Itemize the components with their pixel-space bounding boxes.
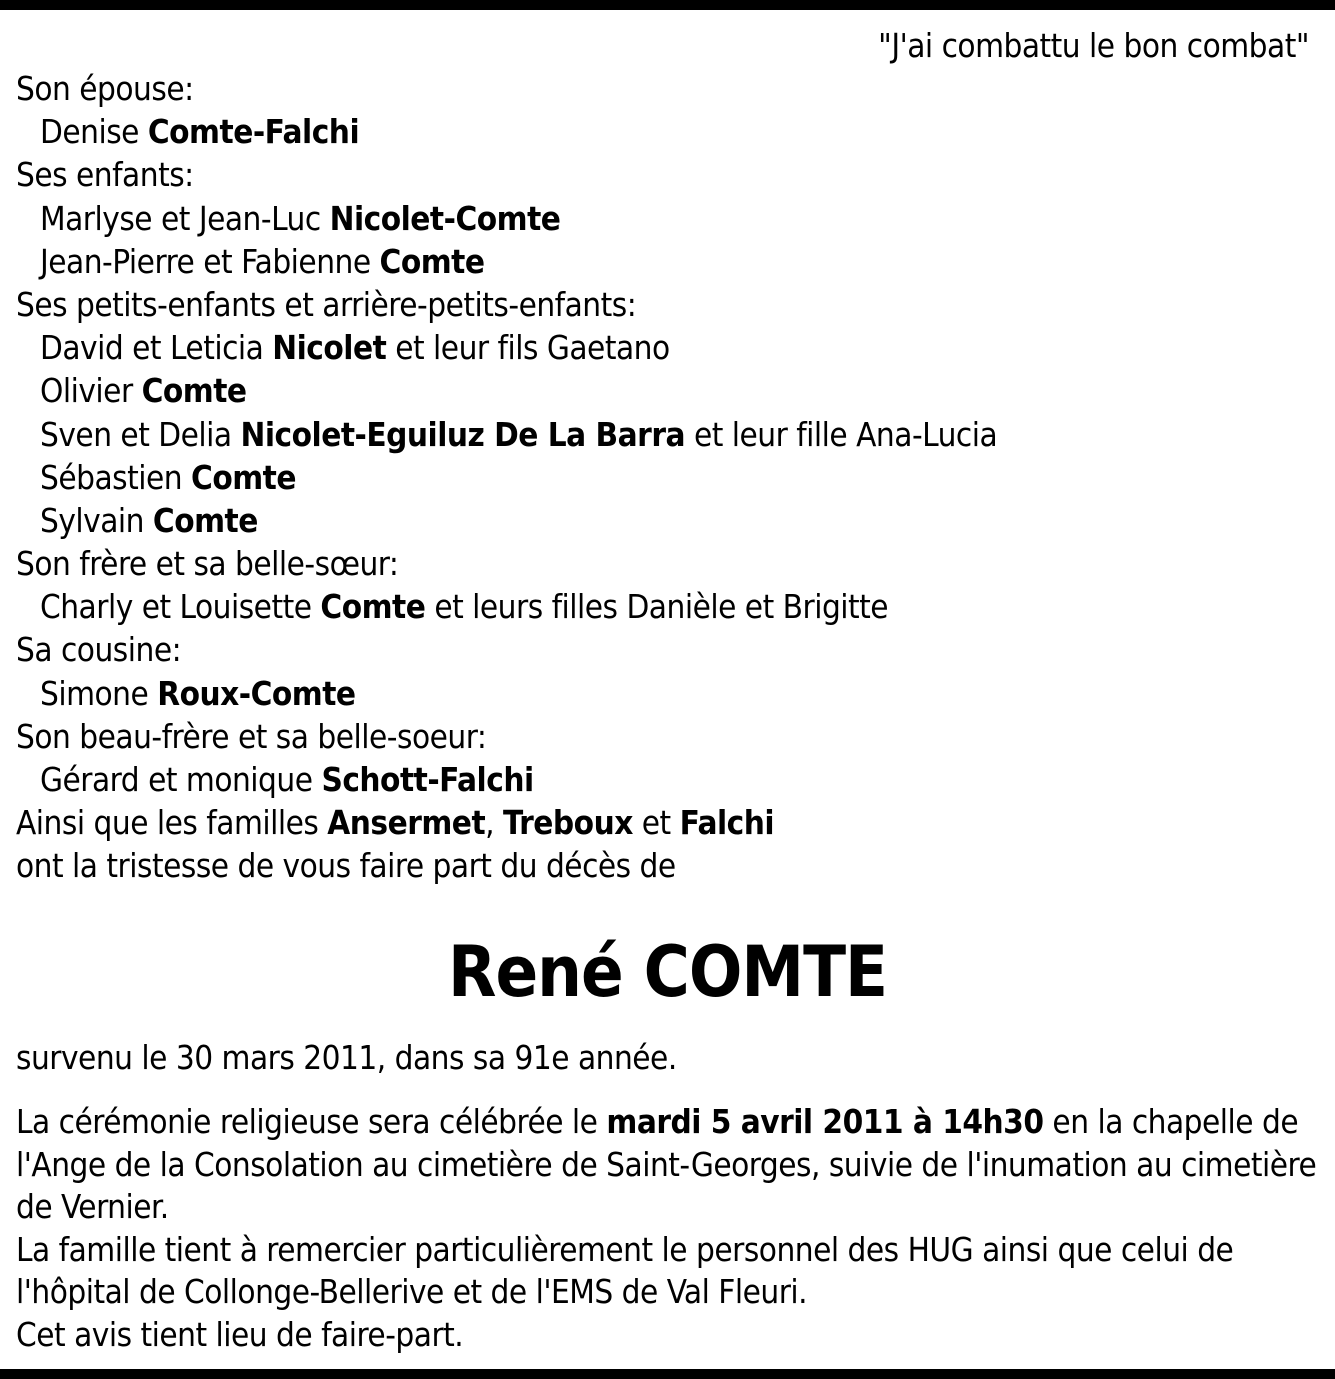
surname: Comte <box>152 500 258 540</box>
grandchild-entry <box>16 369 1316 412</box>
first-names: Charly et Louisette <box>40 587 321 627</box>
other-families <box>16 801 1316 844</box>
surname: Comte <box>379 241 485 281</box>
spouse-entry <box>16 110 1316 153</box>
ceremony-location: en la chapelle de l'Ange de la Consolation au cimetière de Saint-Georges, suivie de l'inumation au cimetière de Vernier. <box>16 1102 1317 1226</box>
first-names: Sébastien <box>40 457 192 497</box>
grandchild-entry <box>16 456 1316 499</box>
descendant-note: et leurs filles Danièle et Brigitte <box>425 587 889 627</box>
surname: Schott-Falchi <box>321 760 534 799</box>
surname: Nicolet <box>272 328 387 368</box>
thanks-paragraph: La famille tient à remercier particulièrement le personnel des HUG ainsi que celui de l'hôpital de Collonge-Bellerive et de l'EMS de Val Fleuri. <box>16 1229 1234 1311</box>
grandchild-entry <box>16 499 1316 542</box>
children-label: Ses enfants: <box>16 155 194 195</box>
surname: Comte <box>191 457 297 497</box>
separator: , <box>485 803 503 843</box>
descendant-note: et leur fille Ana-Lucia <box>685 414 998 454</box>
families-intro: Ainsi que les familles <box>16 803 328 843</box>
death-date-line: survenu le 30 mars 2011, dans sa 91e année. <box>16 1038 677 1077</box>
first-names: Sylvain <box>40 500 153 540</box>
first-names: David et Leticia <box>40 328 273 368</box>
spouse-label: Son épouse: <box>16 69 194 108</box>
epigraph-quote: "J'ai combattu le bon combat" <box>878 26 1309 65</box>
family-list <box>16 67 1316 888</box>
first-names: Gérard et monique <box>40 760 322 799</box>
first-names: Denise <box>40 112 148 152</box>
surname: Comte <box>141 371 247 411</box>
top-border-rule <box>0 0 1335 10</box>
ceremony-intro: La cérémonie religieuse sera célébrée le <box>16 1102 607 1141</box>
notice-paragraph: Cet avis tient lieu de faire-part. <box>16 1314 464 1354</box>
cousin-entry <box>16 672 1316 715</box>
first-names: Sven et Delia <box>40 414 241 454</box>
brother-entry <box>16 585 1316 628</box>
surname: Roux-Comte <box>157 673 356 713</box>
inlaws-entry <box>16 758 1316 801</box>
child-entry <box>16 197 1316 240</box>
grandchild-entry <box>16 413 1316 456</box>
announcement-text: ont la tristesse de vous faire part du décès de <box>16 846 676 886</box>
ceremony-paragraph <box>16 1101 1321 1229</box>
child-entry <box>16 240 1316 283</box>
surname: Comte-Falchi <box>147 112 360 152</box>
surname: Nicolet-Eguiluz De La Barra <box>240 414 686 454</box>
surname: Nicolet-Comte <box>329 198 561 238</box>
first-names: Jean-Pierre et Fabienne <box>40 241 380 281</box>
family-name: Ansermet <box>327 803 486 843</box>
separator: et <box>632 803 680 843</box>
family-name: Falchi <box>679 803 775 843</box>
first-names: Olivier <box>40 371 142 411</box>
descendant-note: et leur fils Gaetano <box>386 328 670 368</box>
ceremony-date: mardi 5 avril 2011 à 14h30 <box>606 1102 1044 1141</box>
grandchild-entry <box>16 326 1316 369</box>
brother-label: Son frère et sa belle-sœur: <box>16 544 399 584</box>
bottom-border-rule <box>0 1369 1335 1379</box>
surname: Comte <box>320 587 426 627</box>
cousin-label: Sa cousine: <box>16 630 182 670</box>
ceremony-details <box>16 1101 1321 1356</box>
first-names: Marlyse et Jean-Luc <box>40 198 330 238</box>
first-names: Simone <box>40 673 158 713</box>
family-name: Treboux <box>503 803 633 843</box>
grandchildren-label: Ses petits-enfants et arrière-petits-enfants: <box>16 284 637 324</box>
deceased-name: René COMTE <box>447 931 888 1013</box>
inlaws-label: Son beau-frère et sa belle-soeur: <box>16 716 487 756</box>
